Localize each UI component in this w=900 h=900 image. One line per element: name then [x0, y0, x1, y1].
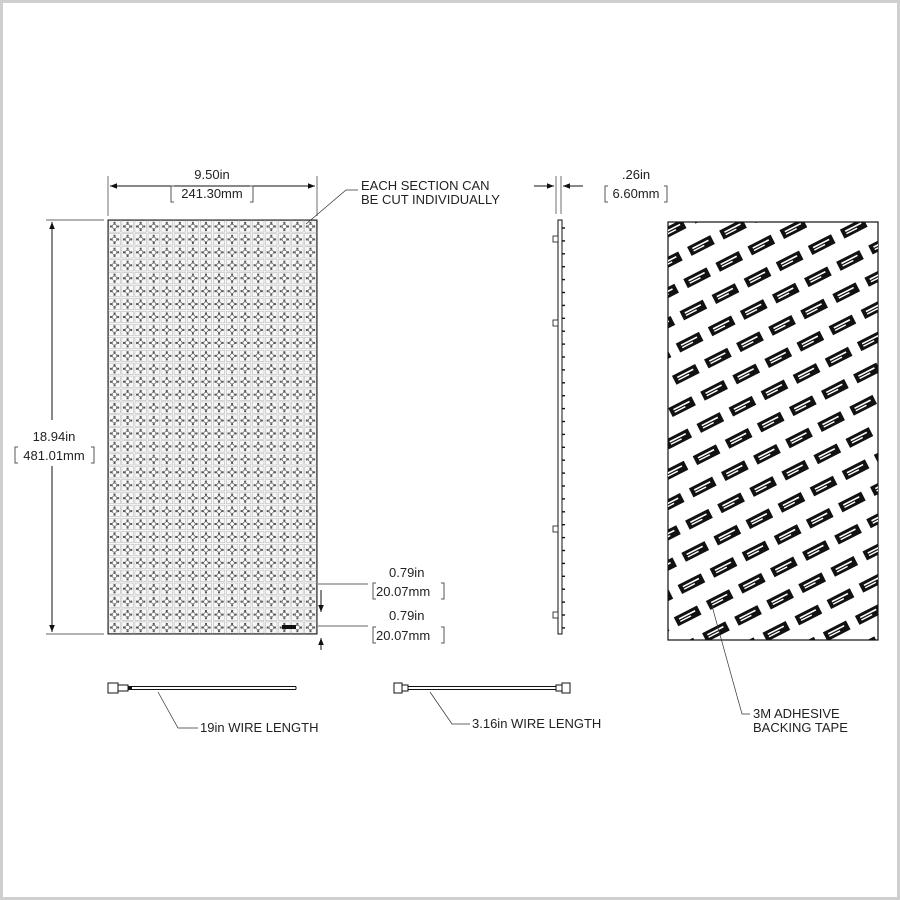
tape-print-mark: [466, 317, 494, 338]
tape-print-mark: [598, 220, 626, 241]
tape-callout-line2: BACKING TAPE: [753, 720, 848, 735]
tape-print-mark: [629, 477, 657, 498]
tape-print-mark: [610, 638, 638, 659]
tape-print-mark: [670, 638, 698, 659]
tape-print-mark: [596, 493, 624, 514]
tape-print-mark: [515, 414, 543, 435]
tape-print-mark: [695, 171, 723, 192]
tape-print-mark: [564, 510, 592, 531]
height-mm-label: 481.01mm: [23, 448, 85, 463]
tape-print-mark: [591, 284, 619, 305]
height-dimension: [15, 220, 104, 634]
tape-print-mark: [478, 221, 506, 242]
tape-print-mark: [683, 783, 711, 804]
front-view: [108, 220, 317, 634]
tape-print-mark: [498, 301, 526, 322]
tape-print-mark: [798, 57, 826, 78]
tape-print-mark: [880, 137, 900, 158]
short-wire: [394, 683, 601, 731]
tape-print-mark: [608, 397, 636, 418]
tape-print-mark: [863, 25, 891, 46]
tape-print-mark: [630, 203, 658, 224]
tape-print-mark: [583, 349, 611, 370]
tape-print-mark: [495, 333, 523, 354]
tape-print-mark: [881, 379, 900, 400]
tape-print-mark: [715, 766, 743, 787]
tape-print-mark: [855, 89, 883, 110]
panel-edge: [558, 220, 562, 634]
tape-print-mark: [634, 686, 662, 707]
tape-print-mark: [698, 138, 726, 159]
tape-print-mark: [859, 57, 887, 78]
width-dimension: [108, 167, 317, 216]
tape-print-mark: [776, 766, 804, 787]
pitch-1-in-label: 0.79in: [389, 565, 425, 580]
tape-print-mark: [687, 750, 715, 771]
tape-print-mark: [744, 782, 772, 803]
tape-print-mark: [719, 734, 747, 755]
tape-print-mark: [502, 269, 530, 290]
tape-print-mark: [474, 253, 502, 274]
tape-print-mark: [730, 122, 758, 143]
edge-connector: [553, 612, 558, 618]
tape-print-mark: [791, 122, 819, 143]
tape-print-mark: [895, 523, 900, 544]
tape-print-mark: [540, 462, 568, 483]
tape-print-mark: [766, 74, 794, 95]
tape-print-mark: [872, 717, 900, 738]
tape-print-mark: [561, 542, 589, 563]
pitch-2-in-label: 0.79in: [389, 608, 425, 623]
tape-print-mark: [755, 685, 783, 706]
tape-print-mark: [787, 669, 815, 690]
tape-print-mark: [600, 461, 628, 482]
tape-print-mark: [723, 187, 751, 208]
wire-connector: [394, 683, 402, 693]
tape-print-mark: [879, 652, 900, 673]
tape-print-mark: [612, 365, 640, 386]
cut-note: [306, 178, 500, 224]
tape-print-mark: [506, 237, 534, 258]
tape-print-mark: [815, 170, 843, 191]
tape-print-mark: [698, 654, 726, 675]
tape-print-mark: [876, 169, 900, 190]
tape-print-mark: [787, 154, 815, 175]
tape-print-mark: [519, 381, 547, 402]
long-wire: [108, 683, 318, 735]
tape-print-mark: [587, 316, 615, 337]
tape-print-mark: [883, 105, 900, 126]
tape-print-mark: [727, 154, 755, 175]
tape-print-mark: [889, 314, 900, 335]
tape-print-mark: [887, 73, 900, 94]
edge-connector: [553, 236, 558, 242]
tape-print-mark: [512, 446, 540, 467]
tape-print-mark: [551, 365, 579, 386]
tape-print-mark: [574, 172, 602, 193]
tape-print-mark: [570, 204, 598, 225]
width-mm-label: 241.30mm: [181, 186, 243, 201]
cut-note-line2: BE CUT INDIVIDUALLY: [361, 192, 500, 207]
tape-print-mark: [847, 669, 875, 690]
wire-connector: [108, 683, 118, 693]
tape-print-mark: [491, 365, 519, 386]
width-in-label: 9.50in: [194, 167, 230, 182]
tape-print-mark: [566, 236, 594, 257]
tape-print-mark: [627, 236, 655, 257]
pitch-1-mm-label: 20.07mm: [376, 584, 431, 599]
tape-print-mark: [659, 734, 687, 755]
tape-print-mark: [523, 349, 551, 370]
cut-note-line1: EACH SECTION CAN: [361, 178, 490, 193]
tape-print-mark: [840, 733, 868, 754]
tape-print-mark: [734, 90, 762, 111]
tape-print-mark: [883, 620, 900, 641]
tape-print-mark: [815, 685, 843, 706]
tape-print-mark: [619, 300, 647, 321]
tape-print-mark: [644, 348, 672, 369]
tape-print-mark: [463, 350, 491, 371]
tape-print-mark: [827, 73, 855, 94]
tape-callout-line1: 3M ADHESIVE: [753, 706, 840, 721]
tape-print-mark: [636, 413, 664, 434]
short-wire-label: 3.16in WIRE LENGTH: [472, 716, 602, 731]
tape-print-mark: [851, 121, 879, 142]
tape-print-mark: [847, 153, 875, 174]
tape-print-mark: [563, 268, 591, 289]
tape-print-mark: [572, 445, 600, 466]
tape-print-mark: [808, 749, 836, 770]
tape-print-mark: [621, 542, 649, 563]
tape-print-mark: [872, 202, 900, 223]
tape-print-mark: [844, 701, 872, 722]
tape-print-mark: [747, 750, 775, 771]
tape-print-mark: [615, 332, 643, 353]
tape-print-mark: [442, 269, 470, 290]
tape-print-mark: [617, 574, 645, 595]
tape-print-mark: [576, 413, 604, 434]
tape-print-mark: [876, 685, 900, 706]
tape-print-mark: [593, 526, 621, 547]
tape-print-mark: [438, 301, 466, 322]
tape-print-mark: [613, 606, 641, 627]
tape-print-mark: [604, 429, 632, 450]
edge-connector: [553, 320, 558, 326]
tape-print-mark: [530, 285, 558, 306]
led-panel-outline: [108, 220, 317, 634]
tape-print-mark: [568, 478, 596, 499]
tape-print-mark: [755, 170, 783, 191]
tape-print-mark: [795, 89, 823, 110]
tape-print-mark: [691, 203, 719, 224]
tape-print-mark: [638, 654, 666, 675]
tape-print-mark: [844, 186, 872, 207]
tape-print-mark: [896, 250, 900, 271]
tape-print-mark: [662, 702, 690, 723]
tape-print-mark: [812, 202, 840, 223]
tape-print-mark: [414, 253, 442, 274]
tape-print-mark: [878, 411, 900, 432]
tape-print-mark: [595, 252, 623, 273]
tape-print-mark: [759, 653, 787, 674]
tape-print-mark: [632, 445, 660, 466]
tape-print-mark: [670, 123, 698, 144]
side-view: [534, 167, 667, 634]
tape-print-mark: [470, 285, 498, 306]
tape-print-mark: [487, 398, 515, 419]
tape-print-mark: [751, 202, 779, 223]
tape-print-mark: [640, 380, 668, 401]
tape-print-mark: [891, 40, 900, 61]
tape-print-mark: [625, 509, 653, 530]
tape-print-mark: [642, 622, 670, 643]
tape-print-mark: [446, 237, 474, 258]
pitch-2-mm-label: 20.07mm: [376, 628, 431, 643]
tape-print-mark: [819, 653, 847, 674]
tape-print-mark: [711, 798, 739, 819]
tape-print-mark: [695, 686, 723, 707]
tape-print-mark: [893, 282, 900, 303]
tape-print-mark: [589, 558, 617, 579]
tape-print-mark: [819, 138, 847, 159]
height-in-label: 18.94in: [32, 429, 76, 444]
tape-print-mark: [638, 139, 666, 160]
tape-print-mark: [510, 204, 538, 225]
tape-print-mark: [666, 155, 694, 176]
tape-print-mark: [763, 106, 791, 127]
tape-print-mark: [666, 670, 694, 691]
tape-print-mark: [887, 588, 900, 609]
tape-print-mark: [823, 105, 851, 126]
tape-print-mark: [702, 106, 730, 127]
tape-print-mark: [527, 317, 555, 338]
tape-print-mark: [585, 590, 613, 611]
thickness-in-label: .26in: [621, 167, 651, 182]
tape-print-mark: [759, 138, 787, 159]
tape-print-mark: [891, 556, 900, 577]
tape-print-mark: [691, 718, 719, 739]
thickness-mm-label: 6.60mm: [612, 186, 660, 201]
long-wire-label: 19in WIRE LENGTH: [200, 720, 319, 735]
edge-connector: [553, 526, 558, 532]
tape-print-mark: [831, 41, 859, 62]
tape-print-mark: [723, 702, 751, 723]
tape-print-mark: [580, 381, 608, 402]
tape-print-mark: [623, 268, 651, 289]
tape-print-mark: [783, 186, 811, 207]
tape-print-mark: [779, 734, 807, 755]
tape-print-mark: [885, 346, 900, 367]
wire-connector: [562, 683, 570, 693]
